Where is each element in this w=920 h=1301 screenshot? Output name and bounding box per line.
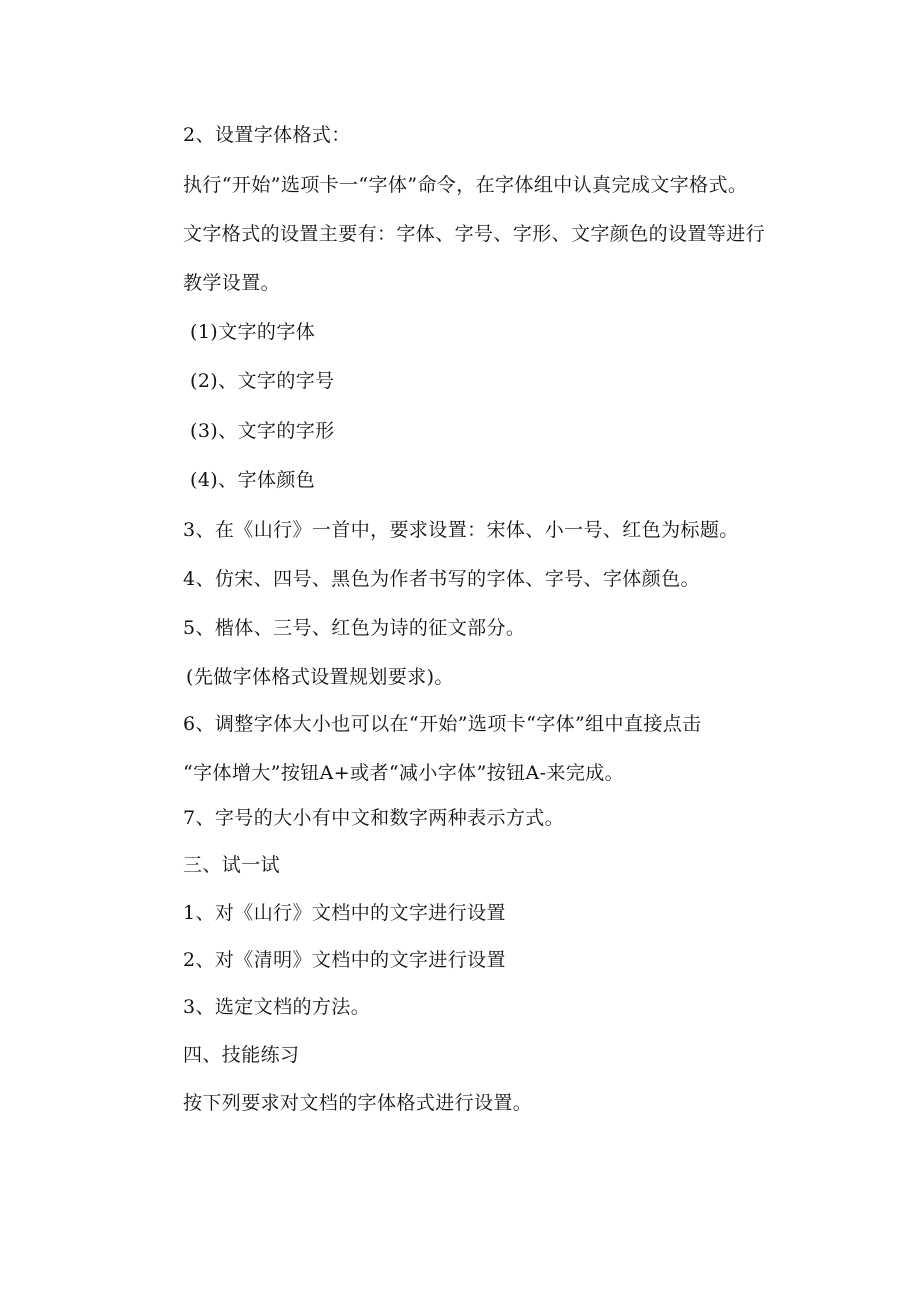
list-item: (4)、字体颜色 bbox=[190, 469, 316, 491]
list-item: (1)文字的字体 bbox=[190, 321, 316, 343]
paragraph-line: 3、在《山行》一首中，要求设置：宋体、小一号、红色为标题。 bbox=[183, 519, 739, 541]
paragraph-line: (先做字体格式设置规划要求)。 bbox=[186, 666, 454, 688]
section-heading-font-format: 2、设置字体格式： bbox=[183, 124, 351, 146]
paragraph-line: 4、仿宋、四号、黑色为作者书写的字体、字号、字体颜色。 bbox=[183, 568, 700, 590]
list-item: 1、对《山行》文档中的文字进行设置 bbox=[183, 902, 506, 924]
list-item: (3)、文字的字形 bbox=[190, 420, 335, 442]
paragraph-line: 执行“开始”选项卡一“字体”命令，在字体组中认真完成文字格式。 bbox=[183, 174, 748, 196]
paragraph-line: 文字格式的设置主要有：字体、字号、字形、文字颜色的设置等进行 bbox=[183, 223, 766, 245]
section-heading-skill-practice: 四、技能练习 bbox=[183, 1044, 300, 1066]
paragraph-line: 7、字号的大小有中文和数字两种表示方式。 bbox=[183, 807, 565, 829]
paragraph-line: 5、楷体、三号、红色为诗的征文部分。 bbox=[183, 617, 526, 639]
list-item: (2)、文字的字号 bbox=[190, 370, 335, 392]
paragraph-line: “字体增大”按钮A+或者“减小字体”按钮A-来完成。 bbox=[183, 762, 625, 784]
paragraph-line: 6、调整字体大小也可以在“开始”选项卡“字体”组中直接点击 bbox=[183, 713, 702, 735]
list-item: 2、对《清明》文档中的文字进行设置 bbox=[183, 949, 506, 971]
paragraph-line: 按下列要求对文档的字体格式进行设置。 bbox=[183, 1092, 533, 1114]
paragraph-line: 教学设置。 bbox=[183, 272, 281, 294]
section-heading-try-it: 三、试一试 bbox=[183, 854, 281, 876]
list-item: 3、选定文档的方法。 bbox=[183, 996, 371, 1018]
